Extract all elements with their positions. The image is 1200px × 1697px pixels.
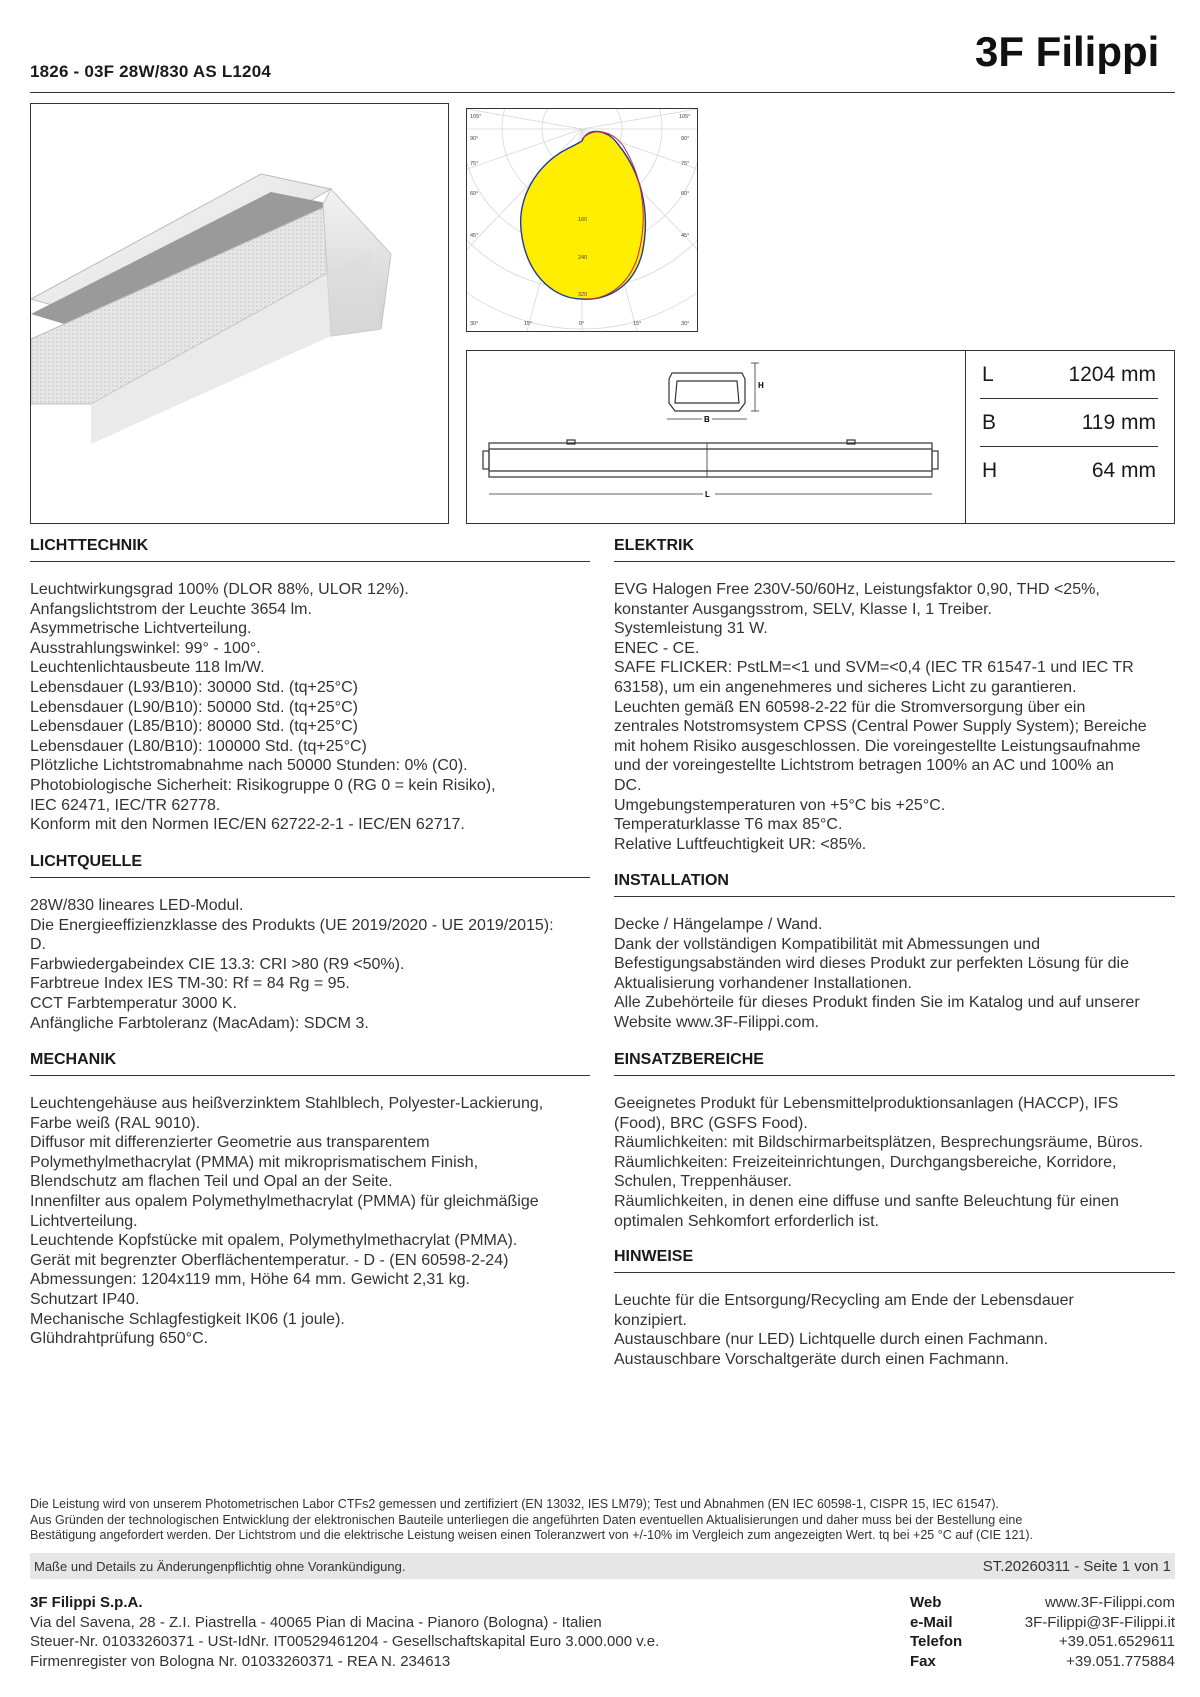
dimension-panel xyxy=(466,350,1175,524)
section-title: LICHTTECHNIK xyxy=(30,535,590,562)
angle-label: 90° xyxy=(470,136,479,142)
spec-line: Glühdrahtprüfung 650°C. xyxy=(30,1330,209,1348)
angle-label: 15° xyxy=(633,321,642,327)
section-body xyxy=(614,915,1175,1033)
spec-line: Lebensdauer (L80/B10): 100000 Std. (tq+25°C) xyxy=(30,737,367,755)
dimension-row-length xyxy=(980,351,1158,399)
page-info: ST.20260311 - Seite 1 von 1 xyxy=(982,1558,1171,1575)
section-title: HINWEISE xyxy=(614,1246,1175,1273)
svg-text:3F Filippi: 3F Filippi xyxy=(975,28,1160,74)
brand-logo xyxy=(975,28,1175,74)
spec-line: Diffusor mit differenzierter Geometrie aus transparentem xyxy=(30,1134,430,1152)
spec-line: DC. xyxy=(614,776,642,794)
contact-info xyxy=(910,1593,1175,1671)
section-body xyxy=(30,1094,590,1349)
spec-line: Polymethylmethacrylat (PMMA) mit mikroprismatischem Finish, xyxy=(30,1153,479,1171)
spec-line: Innenfilter aus opalem Polymethylmethacrylat (PMMA) für gleichmäßige xyxy=(30,1192,539,1210)
angle-label: 105° xyxy=(470,114,482,120)
spec-line: Decke / Hängelampe / Wand. xyxy=(614,916,823,933)
section-lichttechnik xyxy=(30,535,590,835)
angle-label: 0° xyxy=(579,321,585,327)
contact-key: e-Mail xyxy=(910,1613,953,1631)
angle-label: 60° xyxy=(681,191,690,197)
spec-line: Räumlichkeiten: mit Bildschirmarbeitsplätzen, Besprechungsräume, Büros. xyxy=(614,1134,1144,1152)
company-info xyxy=(30,1593,930,1671)
dimension-row-width xyxy=(980,399,1158,447)
section-title: MECHANIK xyxy=(30,1049,590,1076)
dimension-key: B xyxy=(982,411,997,434)
contact-key: Web xyxy=(910,1594,942,1611)
contact-value: +39.051.6529611 xyxy=(1058,1633,1175,1651)
spec-line: Photobiologische Sicherheit: Risikogruppe 0 (RG 0 = kein Risiko), xyxy=(30,776,496,794)
dimension-value: 64 mm xyxy=(1091,459,1156,482)
spec-line: CCT Farbtemperatur 3000 K. xyxy=(30,994,237,1012)
spec-line: Anfangslichtstrom der Leuchte 3654 lm. xyxy=(30,600,312,618)
spec-line: Systemleistung 31 W. xyxy=(614,620,768,638)
section-title: EINSATZBEREICHE xyxy=(614,1049,1175,1076)
section-body xyxy=(614,1291,1175,1369)
section-einsatzbereiche xyxy=(614,1049,1175,1231)
section-body xyxy=(614,580,1175,854)
spec-line: Befestigungsabständen wird dieses Produkt zur perfekten Lösung für die xyxy=(614,955,1129,973)
contact-row-web xyxy=(910,1593,1175,1613)
company-line: Via del Savena, 28 - Z.I. Piastrella - 40065 Pian di Macina - Pianoro (Bologna) - Italien xyxy=(30,1613,602,1631)
contact-key: Telefon xyxy=(910,1633,963,1651)
company-line: Steuer-Nr. 01033260371 - USt-IdNr. IT00529461204 - Gesellschaftskapital Euro 3.000.000 v.e. xyxy=(30,1633,660,1651)
company-line: Firmenregister von Bologna Nr. 01033260371 - REA N. 234613 xyxy=(30,1652,451,1670)
spec-line: ENEC - CE. xyxy=(614,639,700,657)
dimension-value: 119 mm xyxy=(1081,411,1156,434)
section-hinweise xyxy=(614,1246,1175,1369)
radial-label: 320 xyxy=(578,292,588,298)
spec-line: Lebensdauer (L90/B10): 50000 Std. (tq+25°C) xyxy=(30,698,358,716)
angle-label: 30° xyxy=(470,321,479,327)
section-title: LICHTQUELLE xyxy=(30,851,590,878)
footnote-line: Aus Gründen der technologischen Entwicklung der elektronischen Bauteile unterliegen die angeführten Daten eventuellen Aktualisierungen und daher muss bei der Bestellung eine xyxy=(30,1512,1023,1527)
spec-line: Asymmetrische Lichtverteilung. xyxy=(30,620,252,638)
spec-line: Konform mit den Normen IEC/EN 62722-2-1 - IEC/EN 62717. xyxy=(30,816,465,834)
company-name: 3F Filippi S.p.A. xyxy=(30,1594,143,1611)
footnote xyxy=(30,1497,1175,1544)
footnote-line: Die Leistung wird von unserem Photometrischen Labor CTFs2 gemessen und zertifiziert (EN 13032, IES LM79); Test und Abnahmen (EN IEC 60598-1, CISPR 15, IEC 61547). xyxy=(30,1497,1000,1511)
spec-line: Temperaturklasse T6 max 85°C. xyxy=(614,816,843,834)
radial-label: 160 xyxy=(578,217,588,223)
angle-label: 105° xyxy=(679,114,691,120)
distribution-fill xyxy=(521,131,646,299)
spec-line: Austauschbare Vorschaltgeräte durch einen Fachmann. xyxy=(614,1350,1009,1368)
dimension-label-h: H xyxy=(758,381,764,390)
section-elektrik xyxy=(614,535,1175,854)
spec-line: Austauschbare (nur LED) Lichtquelle durch einen Fachmann. xyxy=(614,1331,1049,1349)
spec-line: Alle Zubehörteile für dieses Produkt finden Sie im Katalog und auf unserer xyxy=(614,994,1140,1012)
contact-row-fax xyxy=(910,1652,1175,1672)
spec-line: Mechanische Schlagfestigkeit IK06 (1 joule). xyxy=(30,1310,345,1328)
spec-line: Lebensdauer (L93/B10): 30000 Std. (tq+25°C) xyxy=(30,678,358,696)
spec-line: Dank der vollständigen Kompatibilität mit Abmessungen und xyxy=(614,935,1041,953)
spec-line: Ausstrahlungswinkel: 99° - 100°. xyxy=(30,639,261,657)
spec-line: Farbwiedergabeindex CIE 13.3: CRI >80 (R9 <50%). xyxy=(30,955,405,973)
angle-label: 45° xyxy=(470,233,479,239)
section-title: INSTALLATION xyxy=(614,870,1175,897)
spec-line: Anfängliche Farbtoleranz (MacAdam): SDCM 3. xyxy=(30,1014,369,1032)
dimension-table xyxy=(965,351,1176,523)
dimension-label-b: B xyxy=(704,415,710,424)
spec-line: und der voreingestellte Lichtstrom betragen 100% an AC und 100% an xyxy=(614,757,1114,775)
header-divider xyxy=(30,92,1175,93)
dimension-row-height xyxy=(980,447,1158,494)
product-title: 1826 - 03F 28W/830 AS L1204 xyxy=(30,62,272,81)
radial-label: 240 xyxy=(578,255,588,261)
footnote-line: Bestätigung angefordert werden. Der Lichtstrom und die elektrische Leistung weisen einen Toleranzwert von +/-10% im Vergleich zum angezeigten Wert. tq bei +25 °C auf (CIE 121). xyxy=(30,1528,1034,1542)
spec-line: Leuchtenlichtausbeute 118 lm/W. xyxy=(30,659,265,677)
angle-label: 45° xyxy=(681,233,690,239)
spec-line: konzipiert. xyxy=(614,1311,687,1329)
section-body xyxy=(614,1094,1175,1231)
contact-row-email xyxy=(910,1613,1175,1633)
spec-line: Aktualisierung vorhandener Installationen. xyxy=(614,974,912,992)
spec-line: EVG Halogen Free 230V-50/60Hz, Leistungsfaktor 0,90, THD <25%, xyxy=(614,581,1100,598)
section-title: ELEKTRIK xyxy=(614,535,1175,562)
spec-line: D. xyxy=(30,936,46,954)
spec-line: Umgebungstemperaturen von +5°C bis +25°C. xyxy=(614,796,946,814)
spec-line: Leuchtwirkungsgrad 100% (DLOR 88%, ULOR 12%). xyxy=(30,581,409,598)
dimension-key: H xyxy=(982,459,998,482)
disclaimer-bar xyxy=(30,1553,1175,1579)
spec-line: Schutzart IP40. xyxy=(30,1290,140,1308)
dimension-key: L xyxy=(982,363,994,386)
spec-line: Blendschutz am flachen Teil und Opal an der Seite. xyxy=(30,1173,393,1191)
spec-line: Website www.3F-Filippi.com. xyxy=(614,1013,820,1031)
angle-label: 15° xyxy=(524,321,533,327)
spec-line: 63158), um ein angenehmeres und sicheres Licht zu garantieren. xyxy=(614,678,1077,696)
spec-line: Plötzliche Lichtstromabnahme nach 50000 Stunden: 0% (C0). xyxy=(30,757,468,775)
spec-line: Räumlichkeiten, in denen eine diffuse und sanfte Beleuchtung für einen xyxy=(614,1192,1119,1210)
section-body xyxy=(30,580,590,835)
spec-line: Die Energieeffizienzklasse des Produkts (UE 2019/2020 - UE 2019/2015): xyxy=(30,916,554,934)
spec-line: Farbe weiß (RAL 9010). xyxy=(30,1114,201,1132)
spec-line: mit hohem Risiko ausgeschlossen. Die voreingestellte Leistungsaufnahme xyxy=(614,737,1141,755)
spec-line: SAFE FLICKER: PstLM=<1 und SVM=<0,4 (IEC TR 61547-1 und IEC TR xyxy=(614,659,1134,677)
angle-label: 75° xyxy=(681,161,690,167)
contact-row-phone xyxy=(910,1632,1175,1652)
dimension-value: 1204 mm xyxy=(1068,363,1156,386)
spec-line: Geeignetes Produkt für Lebensmittelproduktionsanlagen (HACCP), IFS xyxy=(614,1095,1119,1112)
contact-value[interactable]: www.3F-Filippi.com xyxy=(1044,1594,1175,1611)
spec-line: Farbtreue Index IES TM-30: Rf = 84 Rg = 95. xyxy=(30,975,350,993)
angle-label: 30° xyxy=(681,321,690,327)
section-body xyxy=(30,896,590,1033)
spec-line: Abmessungen: 1204x119 mm, Höhe 64 mm. Gewicht 2,31 kg. xyxy=(30,1271,470,1289)
polar-light-distribution-chart xyxy=(466,108,698,332)
spec-line: Leuchten gemäß EN 60598-2-22 für die Stromversorgung über ein xyxy=(614,698,1086,716)
technical-drawing xyxy=(467,351,965,523)
section-lichtquelle xyxy=(30,851,590,1033)
spec-line: Leuchte für die Entsorgung/Recycling am Ende der Lebensdauer xyxy=(614,1292,1074,1309)
contact-value[interactable]: 3F-Filippi@3F-Filippi.it xyxy=(1024,1613,1175,1631)
spec-line: Räumlichkeiten: Freizeiteinrichtungen, Durchgangsbereiche, Korridore, xyxy=(614,1153,1117,1171)
contact-key: Fax xyxy=(910,1652,936,1670)
section-mechanik xyxy=(30,1049,590,1349)
spec-line: IEC 62471, IEC/TR 62778. xyxy=(30,796,221,814)
section-installation xyxy=(614,870,1175,1033)
spec-line: Lichtverteilung. xyxy=(30,1212,138,1230)
spec-line: Gerät mit begrenzter Oberflächentemperatur. - D - (EN 60598-2-24) xyxy=(30,1251,509,1269)
spec-line: konstanter Ausgangsstrom, SELV, Klasse I, 1 Treiber. xyxy=(614,600,992,618)
spec-line: (Food), BRC (GSFS Food). xyxy=(614,1114,808,1132)
angle-label: 75° xyxy=(470,161,479,167)
product-photo xyxy=(30,103,449,524)
spec-line: Leuchtengehäuse aus heißverzinktem Stahlblech, Polyester-Lackierung, xyxy=(30,1095,544,1112)
spec-line: Leuchtende Kopfstücke mit opalem, Polymethylmethacrylat (PMMA). xyxy=(30,1232,518,1250)
spec-line: Schulen, Treppenhäuser. xyxy=(614,1173,792,1191)
spec-line: Lebensdauer (L85/B10): 80000 Std. (tq+25°C) xyxy=(30,718,358,736)
spec-line: optimalen Sehkomfort erforderlich ist. xyxy=(614,1212,879,1230)
contact-value: +39.051.775884 xyxy=(1066,1652,1175,1670)
spec-line: 28W/830 lineares LED-Modul. xyxy=(30,897,244,914)
spec-line: zentrales Notstromsystem CPSS (Central Power Supply System); Bereiche xyxy=(614,718,1147,736)
disclaimer-text: Maße und Details zu Änderungenpflichtig ohne Vorankündigung. xyxy=(34,1559,406,1574)
dimension-label-l: L xyxy=(705,490,710,499)
angle-label: 60° xyxy=(470,191,479,197)
spec-line: Relative Luftfeuchtigkeit UR: <85%. xyxy=(614,835,867,853)
angle-label: 90° xyxy=(681,136,690,142)
